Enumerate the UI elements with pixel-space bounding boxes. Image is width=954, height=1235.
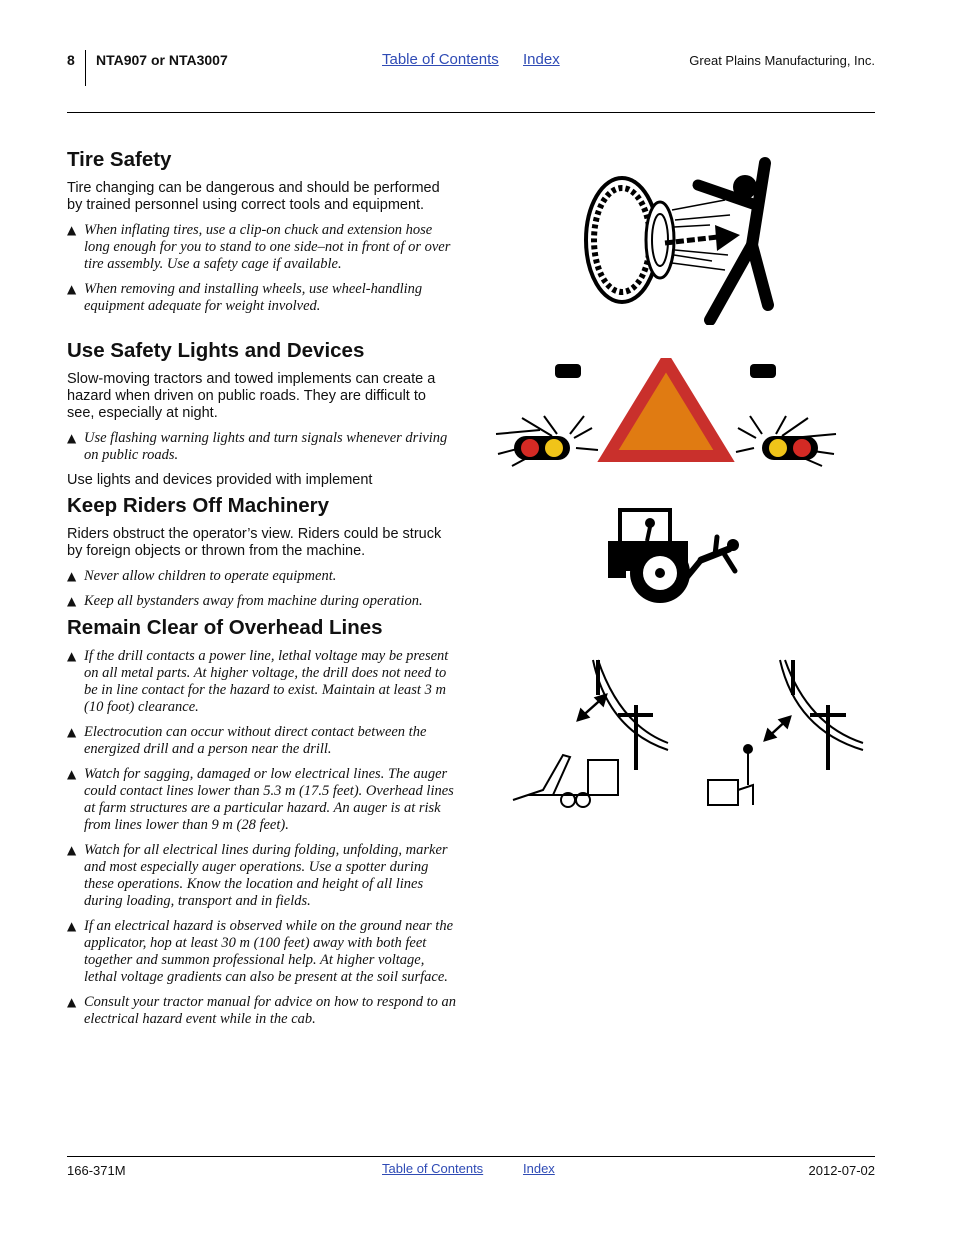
warning-triangle-icon: ▲ bbox=[67, 649, 77, 663]
bullet-item: ▲ When inflating tires, use a clip-on chuck and extension hose long enough for you to stand to one side–not in front of or over tire assembly. Use a safety cage if available. bbox=[67, 222, 451, 272]
slow-moving-vehicle-emblem-icon bbox=[492, 358, 842, 468]
section-title: Remain Clear of Overhead Lines bbox=[67, 616, 383, 639]
section-intro: Riders obstruct the operator’s view. Riders could be struck by foreign objects or thrown from the machine. bbox=[67, 526, 442, 559]
warning-triangle-icon: ▲ bbox=[67, 569, 77, 583]
bullet-item: ▲ Consult your tractor manual for advice on how to respond to an electrical hazard event while in the cab. bbox=[67, 994, 457, 1027]
bullet-item: ▲ If the drill contacts a power line, lethal voltage may be present on all metal parts. At higher voltage, the drill does not need to be in line contact for the hazard to exist. Maintain at least 3 m (10 foot) clearance. bbox=[67, 648, 449, 715]
section-title: Use Safety Lights and Devices bbox=[67, 339, 365, 362]
bullet-item: ▲ Watch for sagging, damaged or low electrical lines. The auger could contact lines lower than 5.3 m (17.5 feet). Overhead lines at farm structures are a particular hazard. An auger is at risk from lines lower than 9 m (28 feet). bbox=[67, 766, 454, 833]
bullet-item: ▲ Use flashing warning lights and turn signals whenever driving on public roads. bbox=[67, 430, 448, 463]
bullet-item: ▲ Electrocution can occur without direct contact between the energized drill and a person near the drill. bbox=[67, 724, 427, 757]
bullet-item: ▲ Watch for all electrical lines during folding, unfolding, marker and most especially auger operations. Use a spotter during these operations. Know the location and height of all lines during loading, transport and in fields. bbox=[67, 842, 448, 909]
section-keep-riders-off bbox=[67, 494, 457, 610]
toc-link-top[interactable]: Table of Contents bbox=[382, 51, 499, 68]
tire-explosion-icon bbox=[580, 155, 775, 325]
company-name: Great Plains Manufacturing, Inc. bbox=[689, 53, 875, 68]
warning-triangle-icon: ▲ bbox=[67, 767, 77, 781]
header-divider bbox=[85, 50, 86, 86]
section-note: Use lights and devices provided with implement bbox=[67, 472, 373, 488]
section-safety-lights bbox=[67, 339, 457, 489]
bullet-item: ▲ Never allow children to operate equipment. bbox=[67, 568, 337, 584]
index-link-top[interactable]: Index bbox=[523, 51, 560, 68]
flashing-lamp-icon bbox=[736, 416, 836, 466]
bullet-item: ▲ When removing and installing wheels, use wheel-handling equipment adequate for weight involved. bbox=[67, 281, 423, 314]
bullet-item: ▲ Keep all bystanders away from machine during operation. bbox=[67, 593, 423, 609]
footer-rule bbox=[67, 1156, 875, 1157]
section-title: Keep Riders Off Machinery bbox=[67, 494, 330, 517]
document-id: 166-371M bbox=[67, 1163, 126, 1178]
index-link-bottom[interactable]: Index bbox=[523, 1161, 555, 1176]
section-title: Tire Safety bbox=[67, 148, 172, 171]
section-overhead-lines bbox=[67, 616, 457, 1028]
warning-triangle-icon: ▲ bbox=[67, 282, 77, 296]
warning-triangle-icon: ▲ bbox=[67, 223, 77, 237]
page-number: 8 bbox=[67, 52, 75, 68]
section-tire-safety bbox=[67, 148, 457, 315]
header-rule bbox=[67, 112, 875, 113]
warning-triangle-icon: ▲ bbox=[67, 919, 77, 933]
model-title: NTA907 or NTA3007 bbox=[96, 52, 228, 68]
section-intro: Tire changing can be dangerous and should be performed by trained personnel using correct tools and equipment. bbox=[67, 180, 440, 213]
warning-triangle-icon: ▲ bbox=[67, 725, 77, 739]
warning-triangle-icon: ▲ bbox=[67, 431, 77, 445]
bullet-item: ▲ If an electrical hazard is observed while on the ground near the applicator, hop at least 30 m (100 feet) away with both feet together and summon professional help. At higher voltage, lethal voltage gradients can also be present at the soil surface. bbox=[67, 918, 454, 985]
warning-triangle-icon: ▲ bbox=[67, 995, 77, 1009]
flashing-lamp-icon bbox=[496, 416, 598, 466]
power-line-hazard-icon bbox=[508, 655, 870, 815]
toc-link-bottom[interactable]: Table of Contents bbox=[382, 1161, 484, 1176]
warning-triangle-icon: ▲ bbox=[67, 843, 77, 857]
warning-triangle-icon: ▲ bbox=[67, 594, 77, 608]
section-intro: Slow-moving tractors and towed implements can create a hazard when driven on public roads. They are difficult to see, especially at night. bbox=[67, 371, 436, 421]
tractor-rider-icon bbox=[605, 505, 745, 605]
document-date: 2012-07-02 bbox=[808, 1163, 875, 1178]
